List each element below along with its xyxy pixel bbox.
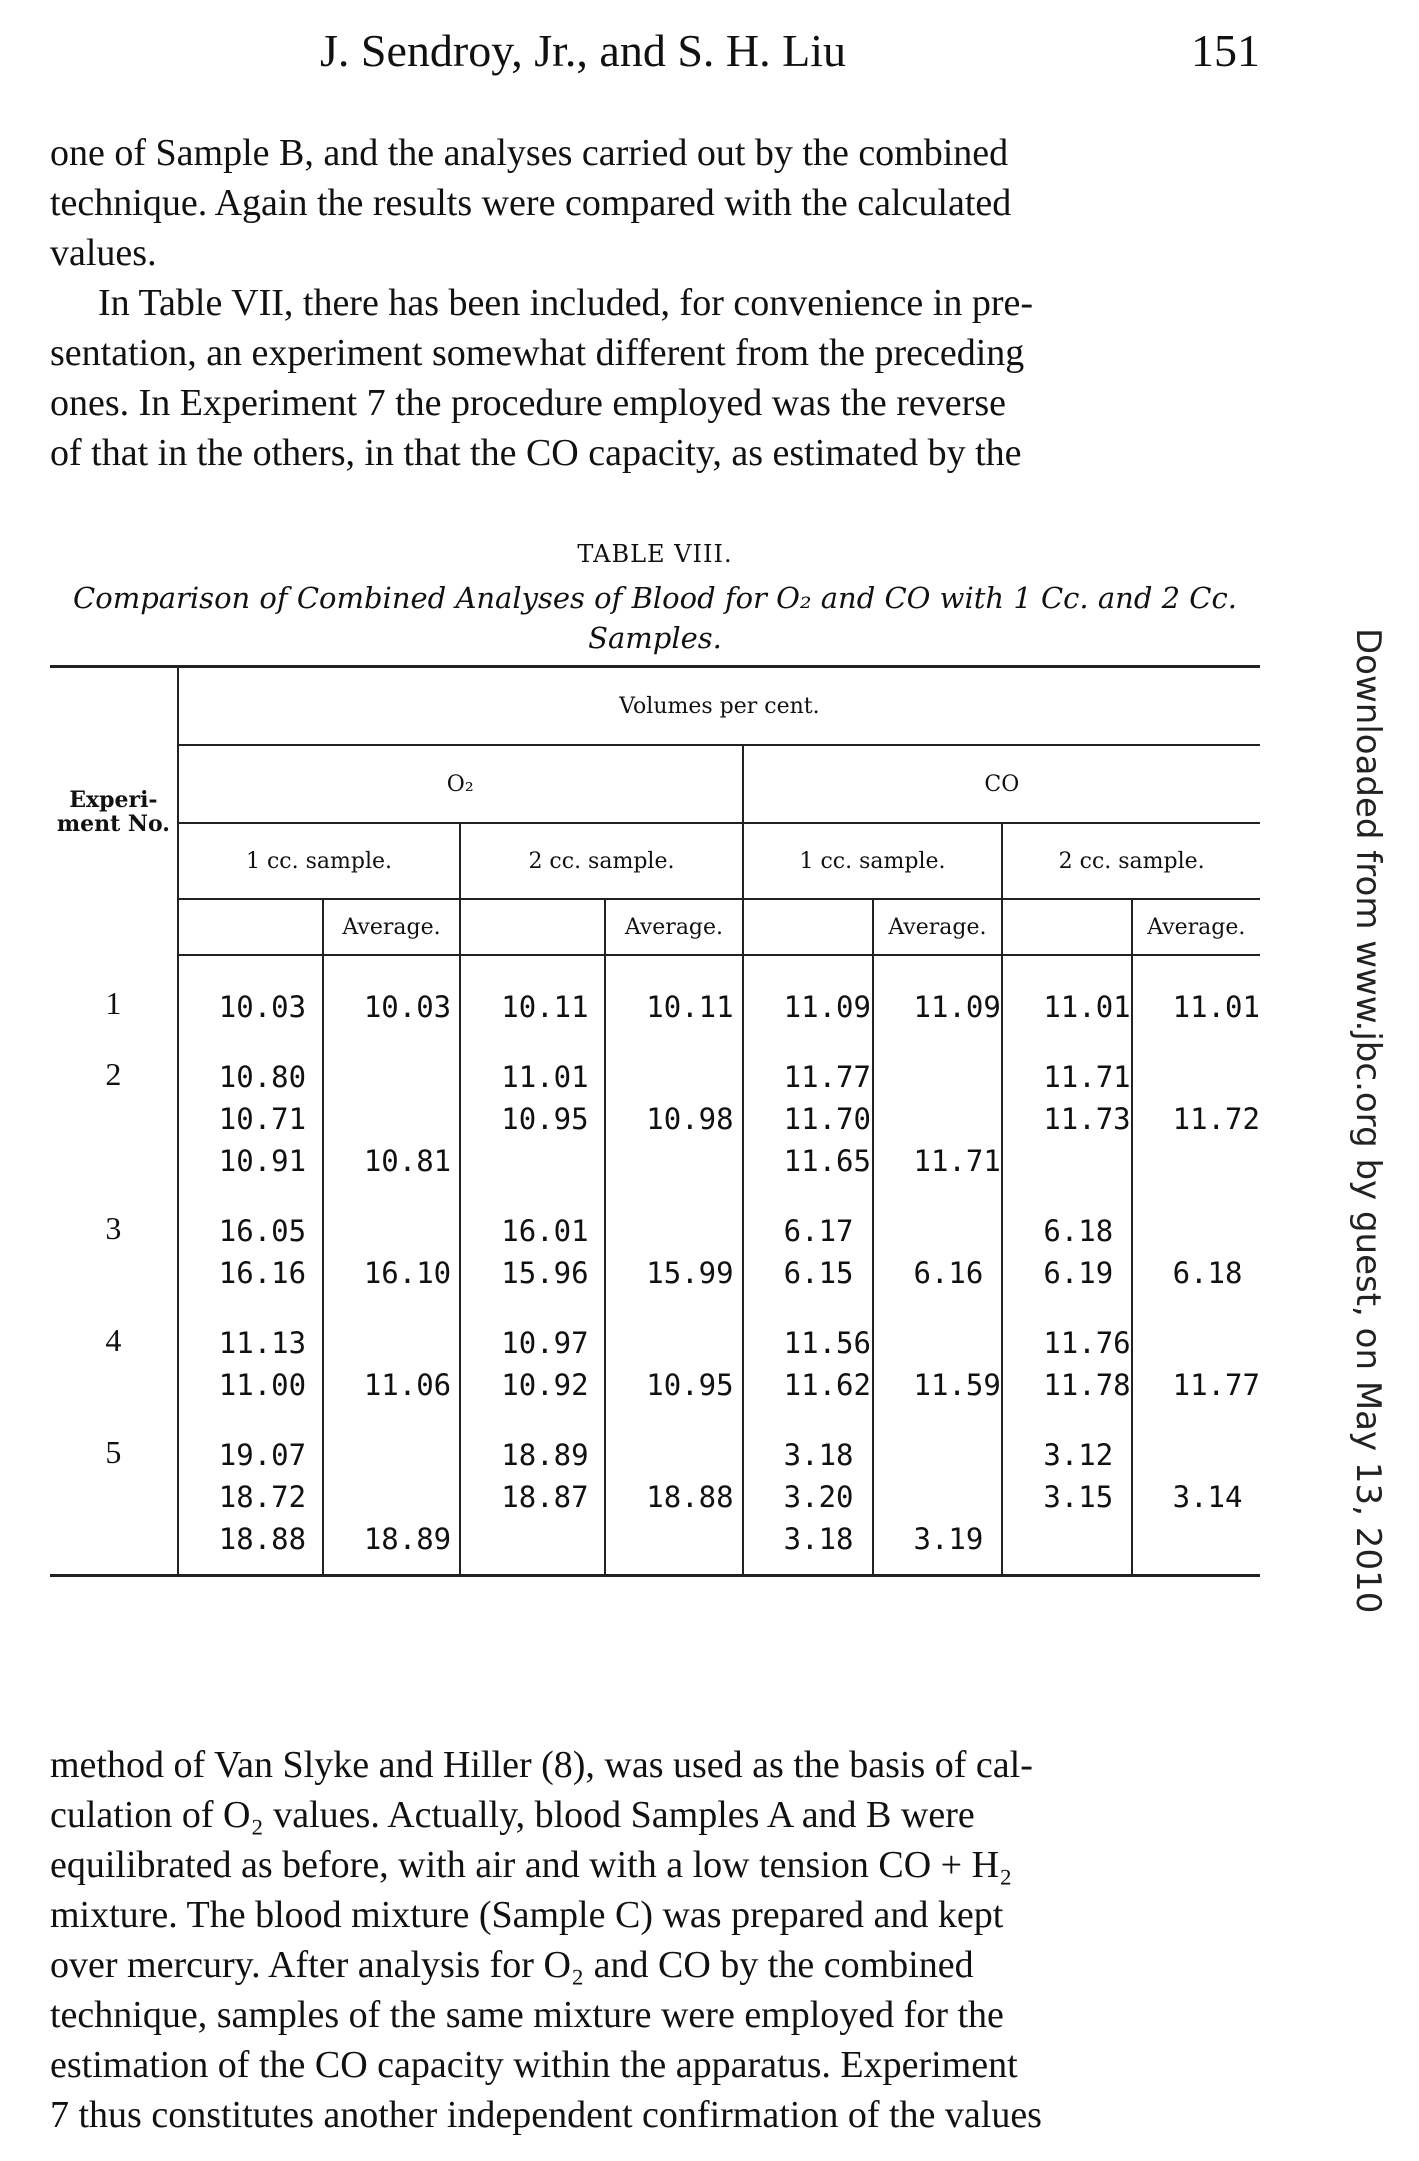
text-line: culation of O₂ values. Actually, blood Samples A and B were [50,1794,975,1836]
experiment-number: 4 [105,1322,122,1358]
co-2cc-header: 2 cc. sample. [1002,823,1260,899]
text-line: 7 thus constitutes another independent confirmation of the values [50,2094,1042,2136]
table-value: 11.70 [783,1102,871,1136]
cell-co-2-avg [1132,1314,1260,1426]
table-value: 11.59 [913,1368,1001,1402]
cell-o2-1 [178,955,323,1048]
text-line: technique. Again the results were compared with the calculated [50,182,1012,224]
cell-o2-2 [460,1048,605,1202]
blank-header [1002,899,1131,955]
table-value [874,1476,1002,1518]
table-value [1133,1518,1260,1560]
table-caption [50,578,1260,658]
table-value: 11.09 [913,990,1001,1024]
page-number: 151 [1191,25,1260,76]
table-value [1003,1518,1130,1560]
cell-o2-2-avg [605,1202,742,1314]
cell-co-2-avg [1132,1202,1260,1314]
table-value: 11.77 [1172,1368,1260,1402]
average-header: Average. [873,899,1003,955]
cell-o2-2 [460,1314,605,1426]
cell-o2-1-avg [323,1048,460,1202]
co-header: CO [743,745,1260,823]
cell-o2-2-avg [605,1048,742,1202]
table-value: 3.12 [1043,1438,1114,1472]
table-value: 18.89 [501,1438,589,1472]
table-value: 18.87 [501,1480,589,1514]
table-value: 16.05 [218,1214,307,1248]
table-value: 10.92 [501,1368,589,1402]
table-value: 18.88 [218,1522,307,1556]
table-value [324,1098,459,1140]
table-value: 11.56 [783,1326,871,1360]
cell-co-2 [1002,1202,1131,1314]
cell-co-2-avg [1132,1048,1260,1202]
cell-o2-1 [178,1314,323,1426]
o2-2cc-header: 2 cc. sample. [460,823,742,899]
table-value: 6.18 [1172,1256,1243,1290]
caption-line: Comparison of Combined Analyses of Blood for O₂ and CO with 1 Cc. and 2 Cc. [73,581,1237,615]
experiment-number-header: Experi-ment No. [56,786,170,837]
table-value: 6.15 [783,1256,854,1290]
cell-co-1 [743,1202,873,1314]
table-value: 10.80 [218,1060,307,1094]
table-value: 11.01 [1172,990,1260,1024]
cell-co-1 [743,1426,873,1576]
table-value: 11.78 [1043,1368,1131,1402]
table-value: 19.07 [218,1438,307,1472]
cell-o2-1-avg [323,1202,460,1314]
table-value [324,1056,459,1098]
table-value: 10.11 [646,990,734,1024]
table-value: 6.17 [783,1214,854,1248]
text-line: ones. In Experiment 7 the procedure employed was the reverse [50,382,1006,424]
cell-o2-2 [460,1202,605,1314]
cell-o2-1 [178,1048,323,1202]
volumes-per-cent-header: Volumes per cent. [178,667,1260,746]
cell-o2-1-avg [323,1426,460,1576]
cell-o2-2-avg [605,955,742,1048]
experiment-number: 5 [50,1426,178,1576]
table-value [606,1322,741,1364]
table-value [461,1140,604,1182]
data-table [50,665,1260,1577]
text-line: equilibrated as before, with air and with a low tension CO + H₂ [50,1844,1013,1886]
table-value: 18.88 [646,1480,734,1514]
blank-header [743,899,873,955]
table-value: 10.03 [363,990,452,1024]
table-value [1133,1322,1260,1364]
table-value [606,1434,741,1476]
table-value: 11.76 [1043,1326,1131,1360]
table-title: TABLE VIII. [577,540,733,568]
cell-o2-2 [460,1426,605,1576]
table-value [874,1322,1002,1364]
experiment-number: 1 [105,985,122,1021]
text-line: In Table VII, there has been included, for convenience in pre- [98,282,1033,324]
table-value: 11.01 [1043,990,1131,1024]
average-header: Average. [1132,899,1260,955]
text-line: method of Van Slyke and Hiller (8), was used as the basis of cal- [50,1744,1033,1786]
table-value [1133,1056,1260,1098]
table-value [324,1210,459,1252]
average-header: Average. [323,899,460,955]
cell-o2-2-avg [605,1314,742,1426]
table-value: 11.65 [783,1144,871,1178]
table-value [324,1322,459,1364]
table-value: 11.71 [913,1144,1001,1178]
table-value: 11.71 [1043,1060,1131,1094]
download-watermark: Downloaded from www.jbc.org by guest, on May 13, 2010 [1348,628,1388,1614]
cell-co-1 [743,1314,873,1426]
cell-co-1-avg [873,1202,1003,1314]
text-line: over mercury. After analysis for O₂ and CO by the combined [50,1944,974,1986]
table-value [1133,1140,1260,1182]
cell-co-1-avg [873,1048,1003,1202]
table-value [874,1434,1002,1476]
table-value: 11.73 [1043,1102,1131,1136]
text-line: estimation of the CO capacity within the apparatus. Experiment [50,2044,1018,2086]
table-value [324,1476,459,1518]
table-row [50,1314,1260,1426]
table-value: 11.62 [783,1368,871,1402]
cell-co-1 [743,1048,873,1202]
table-value: 3.18 [783,1438,854,1472]
table-value: 15.99 [646,1256,734,1290]
table-value: 11.72 [1172,1102,1260,1136]
table-row [50,955,1260,1048]
table-value: 10.81 [363,1144,452,1178]
table-value: 10.71 [218,1102,307,1136]
table-value: 3.20 [783,1480,854,1514]
cell-co-1-avg [873,1314,1003,1426]
table-value: 16.01 [501,1214,589,1248]
table-value: 18.72 [218,1480,307,1514]
cell-co-2-avg [1132,955,1260,1048]
cell-o2-2 [460,955,605,1048]
table-value: 10.98 [646,1102,734,1136]
text-line: sentation, an experiment somewhat different from the preceding [50,332,1025,374]
table-value [1133,1210,1260,1252]
cell-co-2 [1002,1048,1131,1202]
cell-co-1 [743,955,873,1048]
table-value: 16.10 [363,1256,452,1290]
table-value: 15.96 [501,1256,589,1290]
cell-o2-1 [178,1426,323,1576]
table-row [50,1426,1260,1576]
experiment-number: 3 [105,1210,122,1246]
table-row [50,1048,1260,1202]
table-value: 11.00 [218,1368,307,1402]
table-value: 10.03 [218,990,307,1024]
cell-co-2-avg [1132,1426,1260,1576]
paragraph-continuation [50,128,1260,278]
page-header [50,18,1260,78]
table-value: 11.77 [783,1060,871,1094]
table-value: 11.01 [501,1060,589,1094]
average-header: Average. [605,899,742,955]
table-value: 3.18 [783,1522,854,1556]
table-value: 11.09 [783,990,871,1024]
table-value: 10.11 [501,990,589,1024]
experiment-number: 2 [105,1056,122,1092]
cell-co-2 [1002,1314,1131,1426]
table-value: 16.16 [218,1256,307,1290]
table-value: 3.19 [913,1522,984,1556]
caption-line: Samples. [588,621,722,655]
table-value: 6.18 [1043,1214,1114,1248]
table-value [1003,1140,1130,1182]
text-line: technique, samples of the same mixture were employed for the [50,1994,1004,2036]
cell-co-2 [1002,1426,1131,1576]
table-value [874,1210,1002,1252]
table-value [606,1140,741,1182]
text-line: of that in the others, in that the CO capacity, as estimated by the [50,432,1022,474]
running-head-authors: J. Sendroy, Jr., and S. H. Liu [320,25,847,76]
table-value: 18.89 [363,1522,452,1556]
table-value: 3.14 [1172,1480,1243,1514]
table-value [1133,1434,1260,1476]
cell-co-1-avg [873,955,1003,1048]
table-value: 11.13 [218,1326,307,1360]
cell-o2-1 [178,1202,323,1314]
table-value [606,1518,741,1560]
cell-o2-2-avg [605,1426,742,1576]
table-value [874,1056,1002,1098]
o2-1cc-header: 1 cc. sample. [178,823,460,899]
cell-co-1-avg [873,1426,1003,1576]
table-value: 11.06 [363,1368,452,1402]
paragraph-table-vii [50,278,1260,478]
blank-header [460,899,605,955]
table-value: 10.91 [218,1144,307,1178]
table-value [324,1434,459,1476]
co-1cc-header: 1 cc. sample. [743,823,1003,899]
text-line: mixture. The blood mixture (Sample C) was prepared and kept [50,1894,1004,1936]
table-value [874,1098,1002,1140]
blank-header [178,899,323,955]
table-value [606,1210,741,1252]
table-row [50,1202,1260,1314]
table-value: 10.97 [501,1326,589,1360]
table-value: 10.95 [646,1368,734,1402]
text-line: one of Sample B, and the analyses carried out by the combined [50,132,1009,174]
table-value [606,1056,741,1098]
o2-header: O₂ [178,745,743,823]
cell-o2-1-avg [323,1314,460,1426]
table-value: 6.19 [1043,1256,1114,1290]
table-value [461,1518,604,1560]
cell-o2-1-avg [323,955,460,1048]
text-line: values. [50,232,157,274]
cell-co-2 [1002,955,1131,1048]
table-value: 6.16 [913,1256,984,1290]
paragraph-bottom [50,1740,1260,2140]
table-value: 3.15 [1043,1480,1114,1514]
table-value: 10.95 [501,1102,589,1136]
